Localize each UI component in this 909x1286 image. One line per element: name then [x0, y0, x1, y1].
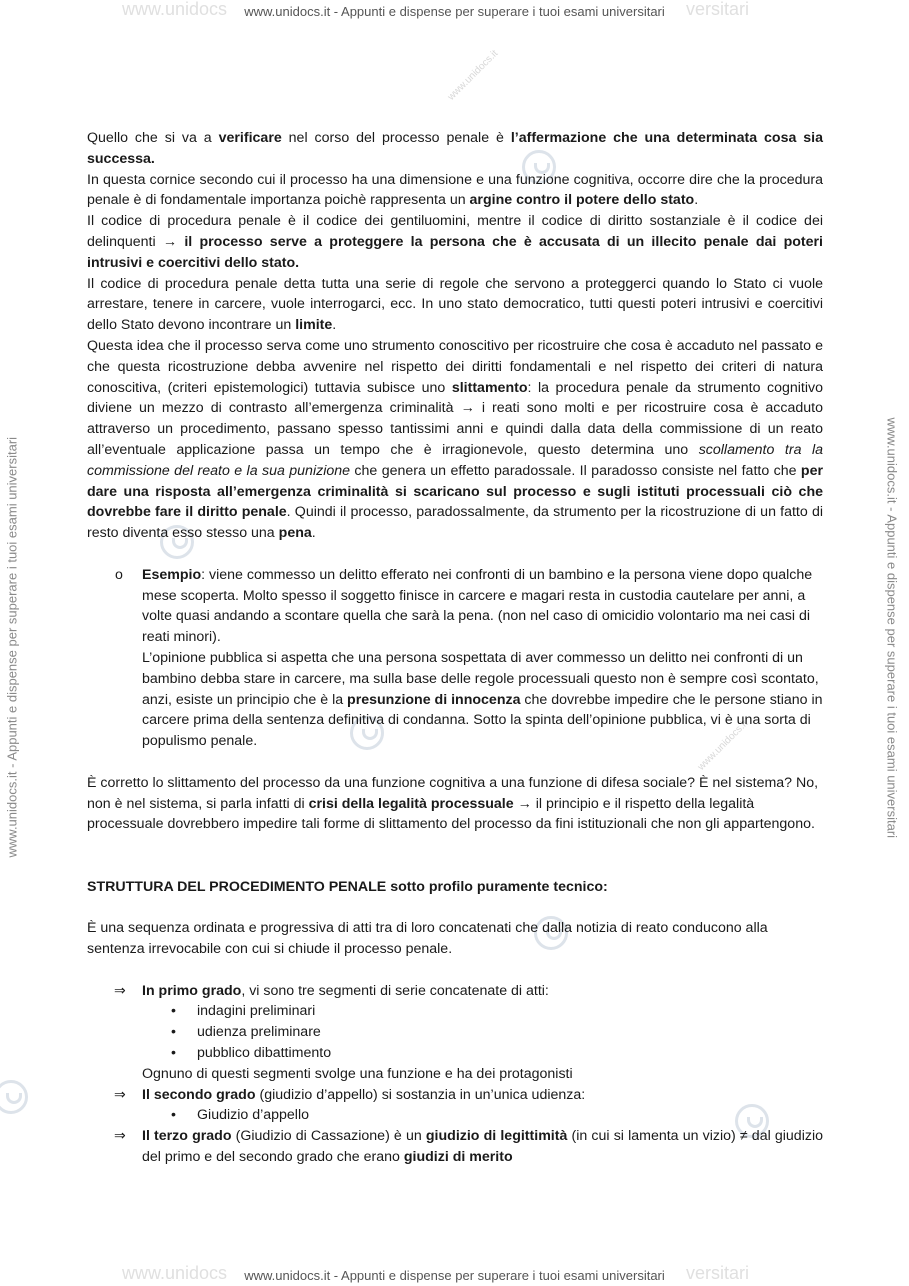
- ghost-text-left: www.unidocs: [122, 1263, 228, 1283]
- footer-watermark-text: www.unidocs.it - Appunti e dispense per superare i tuoi esami universitari: [244, 1268, 665, 1283]
- double-arrow-icon: ⇒: [114, 1128, 126, 1145]
- diagonal-watermark: www.unidocs.it: [695, 718, 751, 773]
- diagonal-watermark: www.unidocs.it: [445, 48, 501, 103]
- arrow-right-icon: →: [162, 233, 178, 250]
- grade-second: ⇒ Il secondo grado (giudizio d’appello) si sostanzia in un’unica udienza:: [87, 1085, 823, 1106]
- example-bullet: [87, 565, 823, 752]
- paragraph-rules-protection: Il codice di procedura penale detta tutta una serie di regole che servono a proteggerci quando lo Stato ci vuole arrestare, tenere in carcere, vuole interrogarci, ecc. In uno stato democratico, tutti questi poteri intrusivi e coercitivi dello Stato devono incontrare un limite.: [87, 275, 823, 334]
- double-arrow-icon: ⇒: [114, 1086, 126, 1103]
- left-side-watermark: www.unidocs.it - Appunti e dispense per superare i tuoi esami universitari: [4, 436, 20, 858]
- list-item: • indagini preliminari: [197, 1001, 823, 1022]
- paragraph-verification: Quello che si va a verificare nel corso del processo penale è l’affermazione che una determinata cosa sia successa.: [87, 130, 823, 167]
- example-public-opinion: L’opinione pubblica si aspetta che una persona sospettata di aver commesso un delitto nei confronti di un bambino debba stare in carcere, ma sulla base delle regole processuali questo non è sempre così scontato, anzi, esiste un principio che è la presunzione di innocenza che dovrebbe impedire che le persone stiano in carcere prima della sentenza definitiva di condanna. Sotto la spinta dell’opinione pubblica, vi è una sorta di populismo penale.: [142, 649, 823, 750]
- list-item: • udienza preliminare: [197, 1022, 823, 1043]
- paragraph-cognitive-function: In questa cornice secondo cui il processo ha una dimensione e una funzione cognitiva, occorre dire che la procedura penale è di fondamentale importanza poichè rappresenta un argine contro il potere dello stato.: [87, 171, 823, 209]
- ghost-text-left: www.unidocs: [122, 0, 228, 19]
- grade-first: ⇒ In primo grado, vi sono tre segmenti di serie concatenate di atti:: [87, 981, 823, 1002]
- section-heading: STRUTTURA DEL PROCEDIMENTO PENALE sotto profilo puramente tecnico:: [87, 878, 608, 895]
- document-body: [87, 128, 823, 1168]
- list-item: • pubblico dibattimento: [197, 1043, 823, 1064]
- arrow-right-icon: →: [517, 795, 532, 812]
- first-grade-list: [87, 1001, 823, 1063]
- list-item: • Giudizio d’appello: [197, 1105, 823, 1126]
- double-arrow-icon: ⇒: [114, 982, 126, 999]
- first-grade-note: Ognuno di questi segmenti svolge una funzione e ha dei protagonisti: [142, 1065, 573, 1082]
- right-side-watermark: www.unidocs.it - Appunti e dispense per superare i tuoi esami universitari: [884, 417, 900, 839]
- ghost-text-right: versitari: [686, 0, 750, 19]
- second-grade-list: [87, 1105, 823, 1126]
- header-watermark-text: www.unidocs.it - Appunti e dispense per superare i tuoi esami universitari: [244, 4, 665, 19]
- grade-third: ⇒ Il terzo grado (Giudizio di Cassazione) è un giudizio di legittimità (in cui si lamenta un vizio) ≠ dal giudizio del primo e del secondo grado che erano giudizi di merito: [114, 1128, 823, 1166]
- ghost-text-right: versitari: [686, 1263, 750, 1283]
- paragraph-legality-crisis: È corretto lo slittamento del processo da una funzione cognitiva a una funzione di difesa sociale? È nel sistema? No, non è nel sistema, si parla infatti di crisi della legalità processuale → il principio e il rispetto della legalità processuale dovrebbero impedire tali forme di slittamento del processo da fini istituzionali che non gli appartengono.: [87, 774, 819, 833]
- paragraph-sequence: È una sequenza ordinata e progressiva di atti tra di loro concatenati che dalla notizia di reato conducono alla sentenza irrevocabile con cui si chiude il processo penale.: [87, 920, 768, 958]
- example-text: Esempio: viene commesso un delitto efferato nei confronti di un bambino e la persona viene dopo qualche mese scoperta. Molto spesso il soggetto finisce in carcere e magari resta in custodia cautelare per anni, a volte quasi andando a scontare quella che sarà la pena. (non nel caso di omicidio volontario ma nei casi di reati minori).: [142, 566, 813, 646]
- logo-watermark-icon: [0, 1080, 28, 1114]
- paragraph-slippage: Questa idea che il processo serva come uno strumento conoscitivo per ricostruire che cosa è accaduto nel passato e che questa ricostruzione debba avvenire nel rispetto dei diritti fondamentali e nel rispetto dei criteri di natura conoscitiva, (criteri epistemologici) tuttavia subisce uno slittamento: la procedura penale da strumento cognitivo diviene un mezzo di contrasto all’emergenza criminalità → i reati sono molti e per ricostruire cosa è accaduto attraverso un procedimento, passano spesso tantissimi anni e quindi dalla data della commissione di un reato all’eventuale applicazione passa un tempo che è irragionevole, questo determina uno scollamento tra la commissione del reato e la sua punizione che genera un effetto paradossale. Il paradosso consiste nel fatto che per dare una risposta all’emergenza criminalità si scaricano sul processo e sugli istituti processuali ciò che dovrebbe fare il diritto penale. Quindi il processo, paradossalmente, da strumento per la ricostruzione di un fatto di resto diventa esso stesso una pena.: [87, 337, 824, 542]
- paragraph-gentlemen-code: Il codice di procedura penale è il codice dei gentiluomini, mentre il codice di diritto sostanziale è il codice dei delinquenti → il processo serve a proteggere la persona che è accusata di un illecito penale dai poteri intrusivi e coercitivi dello stato.: [87, 213, 823, 271]
- arrow-right-icon: →: [460, 400, 475, 417]
- circle-bullet-icon: o: [115, 566, 123, 583]
